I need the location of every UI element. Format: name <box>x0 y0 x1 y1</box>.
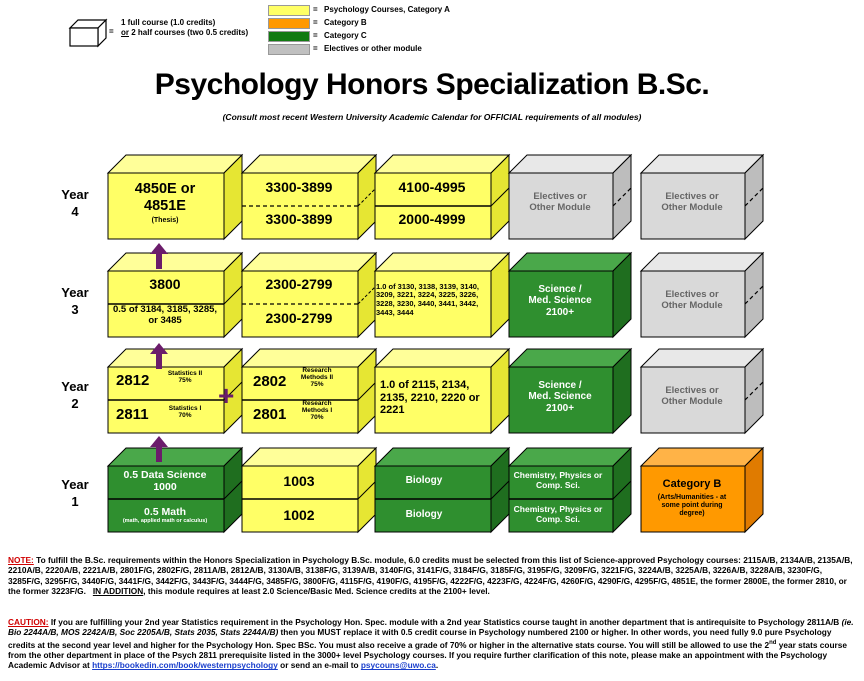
cube-top-face <box>375 349 509 367</box>
cube-top-face <box>108 349 242 367</box>
legend-eq-electives: = <box>313 44 318 53</box>
cube-top-face <box>242 448 376 466</box>
legend-cube-line2-rest: 2 half courses (two 0.5 credits) <box>129 28 249 37</box>
cell-y1c1-top-line2: 1000 <box>153 481 177 493</box>
caution-paragraph <box>8 617 856 671</box>
legend-cube-line2 <box>121 28 248 38</box>
cell-y4c1-main2: 4851E <box>144 197 186 214</box>
arrow-up-icon <box>150 243 168 269</box>
advisor-email-link[interactable]: psycouns@uwo.ca <box>360 660 436 671</box>
cell-y1c1-bottom <box>107 500 223 530</box>
cell-y4c1-text <box>107 172 223 234</box>
legend-eq-b: = <box>313 18 318 27</box>
year-1-number: 1 <box>71 494 79 509</box>
arrow-up-icon <box>150 343 168 369</box>
cube-top-face <box>641 349 763 367</box>
page-title: Psychology Honors Specialization B.Sc. <box>154 68 710 101</box>
legend-label-category-c: Category C <box>324 31 367 40</box>
cell-y3c5-line1: Electives or <box>665 289 719 301</box>
cell-y1c4-bottom: Chemistry, Physics or Comp. Sci. <box>513 504 603 524</box>
cell-y2c2-bottom-note-text: Research Methods I <box>301 400 333 414</box>
cell-y1c4-top: Chemistry, Physics or Comp. Sci. <box>513 470 603 490</box>
cell-y4c4-line2: Other Module <box>529 202 591 213</box>
note-paragraph <box>8 555 856 597</box>
cell-y3c5-text <box>640 270 744 332</box>
cell-y2c1-top-note <box>160 370 210 384</box>
cube-top-face <box>509 155 631 173</box>
cell-y2c1-bottom-note-text: Statistics I <box>168 405 202 412</box>
legend-swatch-category-a <box>268 5 310 16</box>
cell-y2c4-line1: Science / <box>538 379 582 391</box>
cell-y4c1-main: 4850E or <box>134 181 196 198</box>
cell-y3c4-line1: Science / <box>538 283 582 295</box>
cell-y2c5-text <box>640 366 744 428</box>
cell-y4c2-top: 3300-3899 <box>265 178 333 195</box>
cell-y1c3-top: Biology <box>405 475 443 487</box>
legend-swatch-category-b <box>268 18 310 29</box>
cell-y4c3-top: 4100-4995 <box>398 178 466 195</box>
cube-top-face <box>242 349 376 367</box>
note-addition: IN ADDITION <box>92 586 144 597</box>
cube-top-face <box>641 155 763 173</box>
legend-label-electives: Electives or other module <box>324 44 422 53</box>
note-label: NOTE: <box>8 555 34 565</box>
cell-y1c5-main: Category B <box>662 477 722 490</box>
cell-y4c4-text <box>508 172 612 234</box>
caution-italic: (ie. Bio 2244A/B, MOS 2242A/B, Soc 2205A/B, Stats 2035, Stats 2244A/B) <box>8 617 854 638</box>
caution-mid: or send an e-mail to <box>277 660 361 671</box>
year-3-word: Year <box>61 285 89 300</box>
cube-top-face <box>108 155 242 173</box>
cube-top-face <box>375 448 509 466</box>
cell-y3c3-text: 1.0 of 3130, 3138, 3139, 3140, 3209, 3221, 3224, 3225, 3226, 3228, 3230, 3440, 3441, 3442, 3443, 3444 <box>376 281 479 317</box>
cell-y3c2-top: 2300-2799 <box>265 275 333 292</box>
caution-body2: then you MUST replace it with 0.5 credit course in Psychology numbered 2100 or higher. In other words, you need fully 9.0 pure Psychology credits at the second year level and higher for the Psychology Hon. Spec BSc. You must also receive a grade of 70% or higher in the alternative stats course. You will still be allowed to use the 2 <box>8 627 832 650</box>
cube-top-face <box>641 448 763 466</box>
cell-y2c2-bottom-note <box>294 400 340 421</box>
cell-y2c2-top-pct: 75% <box>310 381 324 388</box>
caution-sup: nd <box>769 639 777 646</box>
note-tail: , this module requires at least 2.0 Science/Basic Med. Science credits at the 2100+ level. <box>143 586 490 597</box>
caution-body3: year stats course from the other department in place of the Psych 2811 prerequisite listed in the 3000+ level Psychology courses. If you require further clarification of this note, please make an appointment with the Psychology Academic Advisor at <box>8 639 847 671</box>
note-body: To fulfill the B.Sc. requirements within the Honors Specialization in Psychology B.Sc. module, 6.0 credits must be selected from this list of Science-approved Psychology courses: 2115A/B, 2134A/B, 2135A/B, 2210A/B, 2220A/B, 2221A/B, 2801F/G, 2802F/G, 2811A/B, 2812A/B, 3130A/B, 3138F/G, 3139A/B, 3140F/G, 3141F/G, 3184F/G, 3185F/G, 3195F/G, 3209F/G, 3221F/G, 3224A/B, 3225A/B, 3226A/B, 3228A/B, 3230F/G, 3285F/G, 3295F/G, 3440F/G, 3441F/G, 3442F/G, 3443F/G, 3444F/G, 3485F/G, 3800F/G, 4115F/G, 4190F/G, 4195F/G, 4222F/G, 4223F/G, 4224F/G, 4260F/G, 4290F/G, 4295F/G, 4851E, the former 2800E, the former 2810, or the former 3223F/G. <box>8 555 853 597</box>
cell-y3c1-top: 3800 <box>149 275 181 292</box>
cell-y3c1-bottom: 0.5 of 3184, 3185, 3285, or 3485 <box>112 304 218 326</box>
year-3-label <box>55 284 95 318</box>
cell-y2c3-text: 1.0 of 2115, 2134, 2135, 2210, 2220 or 2221 <box>380 379 480 417</box>
cell-y2c1-bottom-note <box>160 405 210 419</box>
cell-y3c4-line3: 2100+ <box>545 306 575 318</box>
cell-y4c2-bottom: 3300-3899 <box>265 210 333 227</box>
legend-eq-c: = <box>313 31 318 40</box>
cell-y2c1-top: 2812 <box>116 372 150 389</box>
cell-y2c4-text <box>508 366 612 428</box>
cell-y2c1-top-pct: 75% <box>178 377 192 384</box>
page-subtitle: (Consult most recent Western University Academic Calendar for OFFICIAL requirements of all modules) <box>222 112 642 122</box>
year-2-label <box>55 378 95 412</box>
legend-label-category-b: Category B <box>324 18 367 27</box>
plus-icon: + <box>218 380 235 411</box>
year-4-label <box>55 186 95 220</box>
cell-y3c2-bottom: 2300-2799 <box>265 309 333 326</box>
cube-top-face <box>242 253 376 271</box>
advisor-booking-link[interactable]: https://bookedin.com/book/westernpsychology <box>92 660 278 671</box>
legend-swatch-electives <box>268 44 310 55</box>
cell-y1c2-top: 1003 <box>283 472 315 489</box>
cube-top-face <box>242 155 376 173</box>
cell-y1c1-bottom-sub: (math, applied math or calculus) <box>122 517 208 524</box>
legend-cube-line1: 1 full course (1.0 credits) <box>121 18 216 27</box>
legend-label-category-a: Psychology Courses, Category A <box>324 5 450 14</box>
cell-y4c5-line1: Electives or <box>665 191 719 203</box>
legend-cube-eq: = <box>109 27 114 36</box>
cube-top-face <box>509 253 631 271</box>
cell-y1c1-top <box>107 465 223 497</box>
year-2-word: Year <box>61 379 89 394</box>
cell-y2c2-top-note-text: Research Methods II <box>300 367 334 381</box>
cell-y4c5-line2: Other Module <box>661 202 723 213</box>
cell-y1c3-bottom: Biology <box>405 509 443 521</box>
cube-top-face <box>509 349 631 367</box>
legend-or: or <box>121 28 129 37</box>
cell-y1c5-text <box>640 465 744 531</box>
year-3-number: 3 <box>71 302 79 317</box>
legend-cube-desc <box>121 18 248 38</box>
year-1-label <box>55 476 95 510</box>
caution-label: CAUTION: <box>8 617 49 627</box>
cell-y2c5-line2: Other Module <box>661 396 723 407</box>
cube-top-face <box>375 155 509 173</box>
legend-cube-icon <box>68 18 108 48</box>
cell-y2c4-line3: 2100+ <box>545 402 575 414</box>
cell-y4c5-text <box>640 172 744 234</box>
cube-top-face <box>108 448 242 466</box>
legend-eq-a: = <box>313 5 318 14</box>
cell-y2c2-top: 2802 <box>253 373 287 390</box>
cell-y2c5-line1: Electives or <box>665 385 719 397</box>
cell-y1c5-sub: (Arts/Humanities - at some point during degree) <box>657 494 727 518</box>
cube-top-face <box>641 253 763 271</box>
cube-top-face <box>108 253 242 271</box>
cell-y2c1-bottom-pct: 70% <box>178 412 192 419</box>
cell-y3c4-text <box>508 270 612 332</box>
cell-y2c2-bottom: 2801 <box>253 406 287 423</box>
cell-y2c2-bottom-pct: 70% <box>310 414 324 421</box>
cell-y4c4-line1: Electives or <box>533 191 587 203</box>
cell-y1c1-bottom-line1: 0.5 Math <box>143 505 186 518</box>
caution-body1: If you are fulfilling your 2nd year Statistics requirement in the Psychology Hon. Spec. module with a 2nd year Statistics course taught in another department that is antirequisite to Psychology 2811A/B <box>48 617 842 627</box>
cell-y2c4-line2: Med. Science <box>528 391 592 403</box>
year-4-word: Year <box>61 187 89 202</box>
year-2-number: 2 <box>71 396 79 411</box>
caution-end: . <box>435 660 439 671</box>
cell-y2c2-top-note <box>294 367 340 388</box>
arrow-up-icon <box>150 436 168 462</box>
cell-y3c4-line2: Med. Science <box>528 295 592 307</box>
year-1-word: Year <box>61 477 89 492</box>
cell-y3c5-line2: Other Module <box>661 300 723 311</box>
cube-top-face <box>509 448 631 466</box>
cell-y2c1-top-note-text: Statistics II <box>167 370 203 377</box>
cell-y2c1-bottom: 2811 <box>116 406 149 423</box>
cell-y1c2-bottom: 1002 <box>283 506 315 523</box>
legend-swatch-category-c <box>268 31 310 42</box>
cell-y4c3-bottom: 2000-4999 <box>398 210 466 227</box>
cell-y4c1-sub: (Thesis) <box>151 216 179 224</box>
year-4-number: 4 <box>71 204 79 219</box>
cell-y1c1-top-line1: 0.5 Data Science <box>123 468 207 481</box>
